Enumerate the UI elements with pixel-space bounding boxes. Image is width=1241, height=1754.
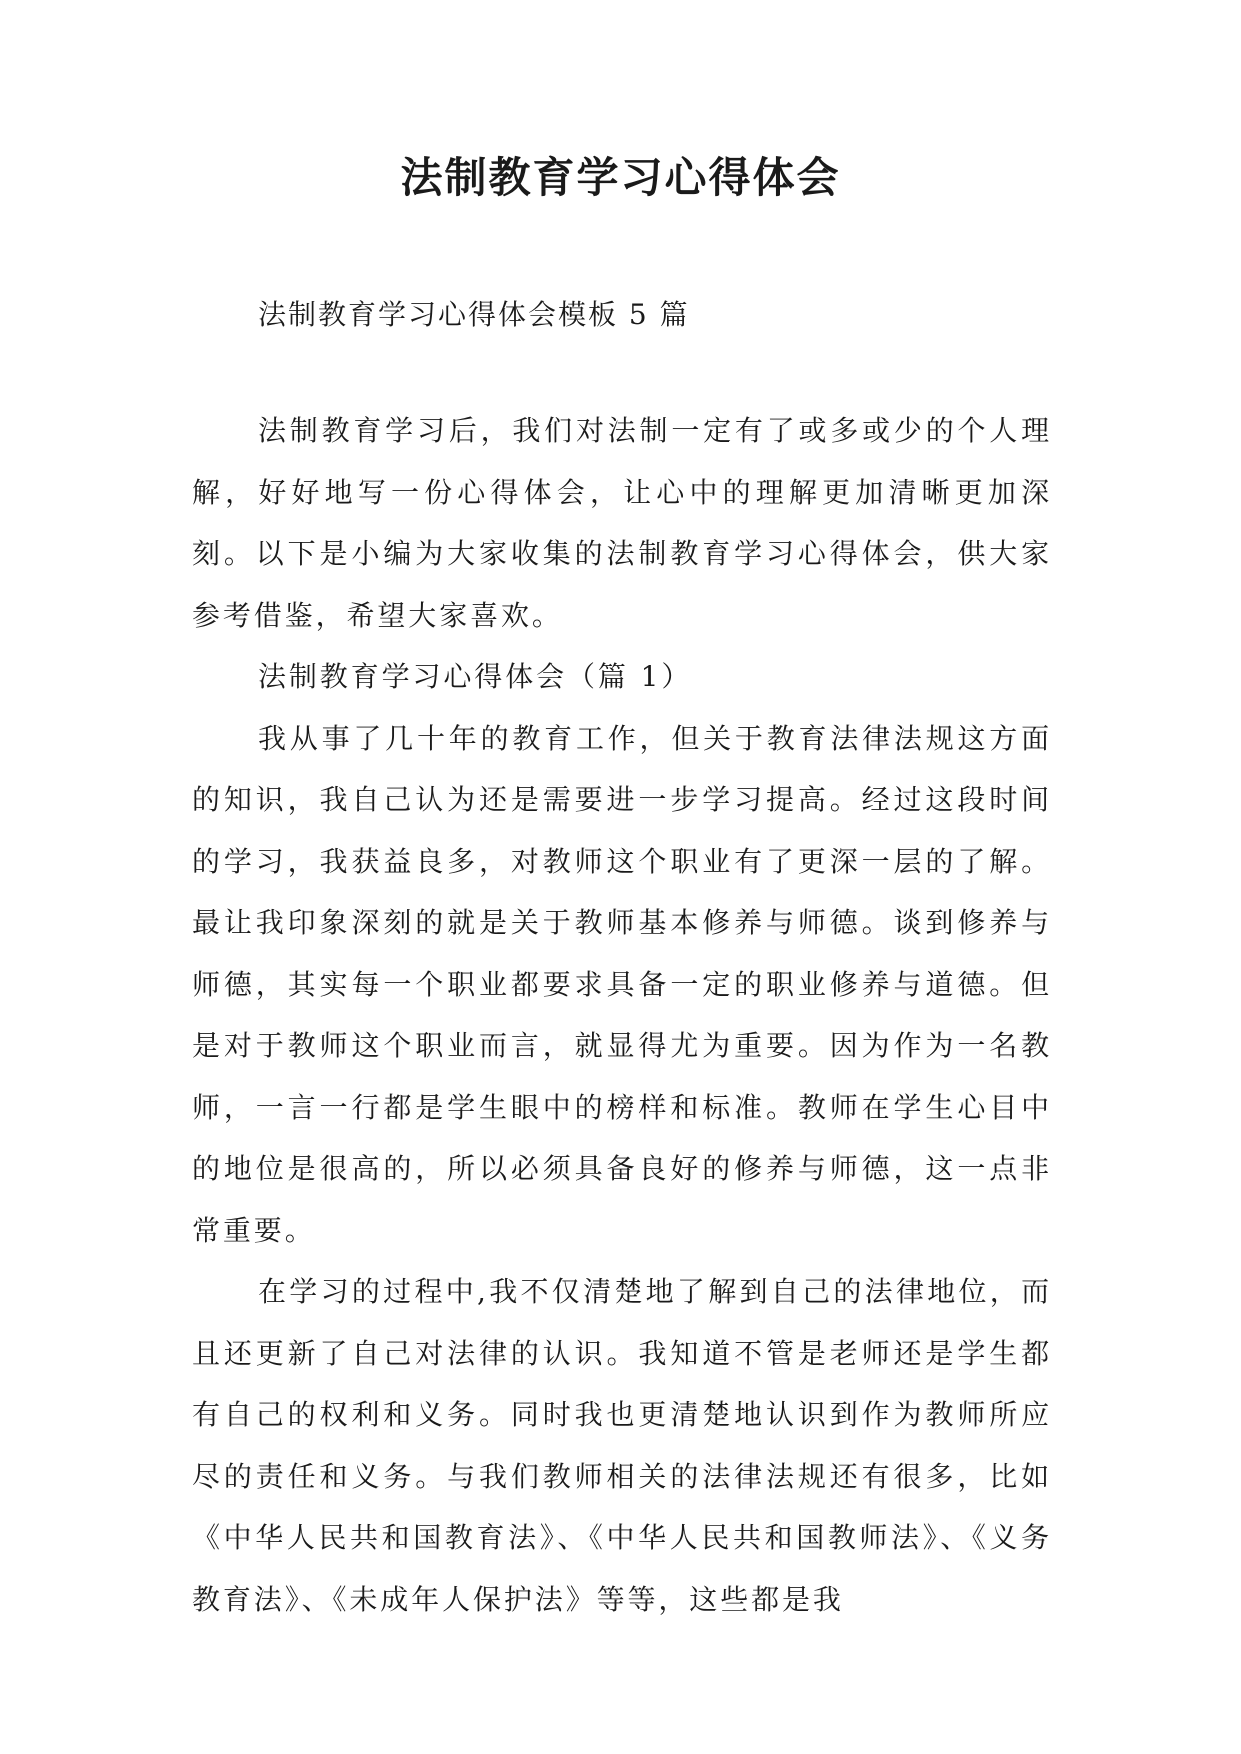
document-subtitle: 法制教育学习心得体会模板 5 篇 [258, 298, 690, 331]
intro-paragraph: 法制教育学习后，我们对法制一定有了或多或少的个人理解，好好地写一份心得体会，让心中的理解更加清晰更加深刻。以下是小编为大家收集的法制教育学习心得体会，供大家参考借鉴，希望大家喜欢。 [192, 414, 1052, 632]
body-paragraph: 在学习的过程中,我不仅清楚地了解到自己的法律地位，而且还更新了自己对法律的认识。我知道不管是老师还是学生都有自己的权利和义务。同时我也更清楚地认识到作为教师所应尽的责任和义务。与我们教师相关的法律法规还有很多，比如《中华人民共和国教育法》、《中华人民共和国教师法》、《义务教育法》、《未成年人保护法》等等，这些都是我 [192, 1275, 1052, 1616]
document-title: 法制教育学习心得体会 [400, 153, 841, 202]
document-body [192, 400, 1052, 1630]
body-paragraph: 我从事了几十年的教育工作，但关于教育法律法规这方面的知识，我自己认为还是需要进一步学习提高。经过这段时间的学习，我获益良多，对教师这个职业有了更深一层的了解。最让我印象深刻的就是关于教师基本修养与师德。谈到修养与师德，其实每一个职业都要求具备一定的职业修养与道德。但是对于教师这个职业而言，就显得尤为重要。因为作为一名教师，一言一行都是学生眼中的榜样和标准。教师在学生心目中的地位是很高的，所以必须具备良好的修养与师德，这一点非常重要。 [192, 721, 1052, 1247]
section-heading: 法制教育学习心得体会（篇 1） [258, 660, 693, 693]
